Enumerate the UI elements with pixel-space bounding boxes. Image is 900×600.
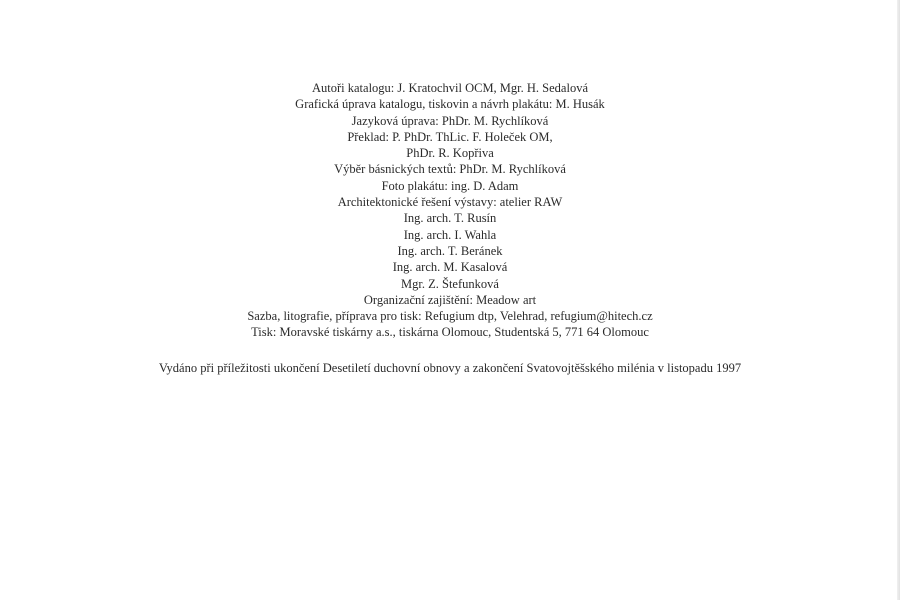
credit-line-organization: Organizační zajištění: Meadow art [363,292,537,307]
credit-line-authors: Autoři katalogu: J. Kratochvil OCM, Mgr. H. Sedalová [311,81,588,95]
credit-line-typesetting: Sazba, litografie, příprava pro tisk: Refugium dtp, Velehrad, refugium@hitech.cz [247,309,653,324]
credit-line-translation-cont: PhDr. R. Kopřiva [406,146,494,161]
credit-line-architect-rusin: Ing. arch. T. Rusín [403,211,497,226]
credit-line-printing: Tisk: Moravské tiskárny a.s., tiskárna Olomouc, Studentská 5, 771 64 Olomouc [251,325,649,340]
credits-block [0,80,900,341]
publication-note: Vydáno při příležitosti ukončení Desetiletí duchovní obnovy a zakončení Svatovojtěšského milénia v listopadu 1997 [158,361,742,375]
credit-line-stefunkova: Mgr. Z. Štefunková [401,276,499,291]
credit-line-architect-kasalova: Ing. arch. M. Kasalová [392,260,508,275]
credit-line-translation: Překlad: P. PhDr. ThLic. F. Holeček OM, [347,129,553,144]
credit-line-poetry-selection: Výběr básnických textů: PhDr. M. Rychlíková [334,162,566,177]
credit-line-graphic-design: Grafická úprava katalogu, tiskovin a návrh plakátu: M. Husák [295,97,605,112]
credit-line-language-editing: Jazyková úprava: PhDr. M. Rychlíková [351,113,549,128]
credit-line-poster-photo: Foto plakátu: ing. D. Adam [381,178,519,193]
credit-line-architect-wahla: Ing. arch. I. Wahla [403,227,497,242]
credit-line-architecture: Architektonické řešení výstavy: atelier RAW [337,195,563,210]
credit-line-architect-beranek: Ing. arch. T. Beránek [397,243,503,258]
